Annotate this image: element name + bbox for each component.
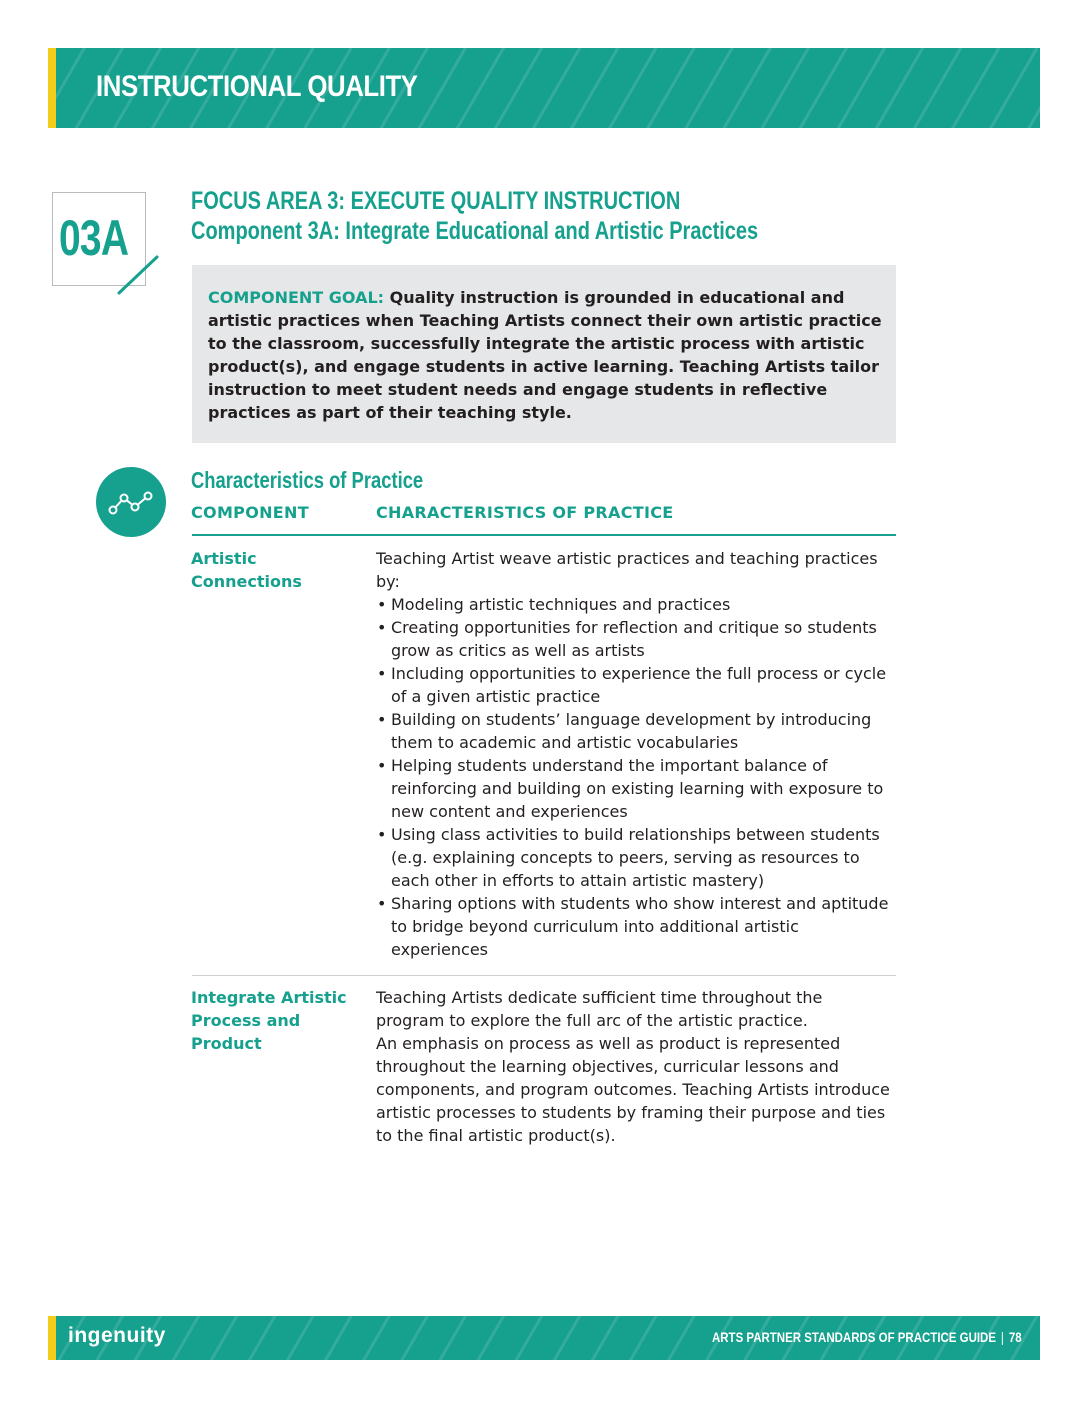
header-band [48,48,1040,128]
row-divider [192,975,896,976]
column-header-component: COMPONENT [191,503,309,522]
page-number: 78 [1009,1329,1022,1345]
row-body-integrate-artistic [376,986,894,1147]
list-item: • Helping students understand the important balance of reinforcing and building on existing learning with exposure to new content and experiences [376,754,894,823]
footer-separator: | [1001,1329,1005,1345]
list-item: • Modeling artistic techniques and practices [376,593,894,616]
column-header-characteristics: CHARACTERISTICS OF PRACTICE [376,503,674,522]
footer-accent-bar [48,1316,56,1360]
list-item: • Including opportunities to experience the full process or cycle of a given artistic practice [376,662,894,708]
row-intro: Teaching Artist weave artistic practices and teaching practices by: [376,549,878,591]
component-goal-text [208,286,888,424]
header-accent-bar [48,48,56,128]
row-label-artistic-connections: Artistic Connections [191,549,302,591]
list-item: • Sharing options with students who show interest and aptitude to bridge beyond curriculum into additional artistic experiences [376,892,894,961]
ingenuity-logo: ingenuity [68,1324,166,1347]
page-header-title: INSTRUCTIONAL QUALITY [96,70,418,103]
row-paragraph: Teaching Artists dedicate sufficient time throughout the program to explore the full arc of the artistic practice. [376,988,823,1030]
row-paragraph: An emphasis on process as well as product is represented throughout the learning objectives, curricular lessons and components, and program outcomes. Teaching Artists introduce artistic processes to students by framing their purpose and ties to the final artistic product(s). [376,1034,890,1145]
practice-list [376,593,894,961]
characteristics-title: Characteristics of Practice [191,467,424,493]
footer-band [48,1316,1040,1360]
slash-decoration [116,254,160,296]
table-header-divider [192,534,896,536]
line-graph-icon [96,467,166,537]
component-goal-body: Quality instruction is grounded in educational and artistic practices when Teaching Artists connect their own artistic practice to the classroom, successfully integrate the artistic process with artistic product(s), and engage students in active learning. Teaching Artists tailor instruction to meet student needs and engage students in reflective practices as part of their teaching style. [208,288,882,422]
list-item: • Creating opportunities for reflection and critique so students grow as critics as well as artists [376,616,894,662]
component-title: Component 3A: Integrate Educational and Artistic Practices [191,217,759,245]
row-label-integrate-artistic: Integrate Artistic Process and Product [191,988,347,1053]
footer-guide-info [712,1329,1022,1345]
footer-guide-title: ARTS PARTNER STANDARDS OF PRACTICE GUIDE [712,1329,997,1345]
component-goal-box [192,265,896,443]
list-item: • Building on students’ language development by introducing them to academic and artistic vocabularies [376,708,894,754]
focus-area-title: FOCUS AREA 3: EXECUTE QUALITY INSTRUCTION [191,187,681,215]
line-graph-glyph [96,467,166,537]
list-item: • Using class activities to build relationships between students (e.g. explaining concepts to peers, serving as resources to each other in efforts to attain artistic mastery) [376,823,894,892]
component-goal-label: COMPONENT GOAL: [208,288,385,307]
row-body-artistic-connections [376,547,894,961]
section-code: 03A [59,210,129,266]
